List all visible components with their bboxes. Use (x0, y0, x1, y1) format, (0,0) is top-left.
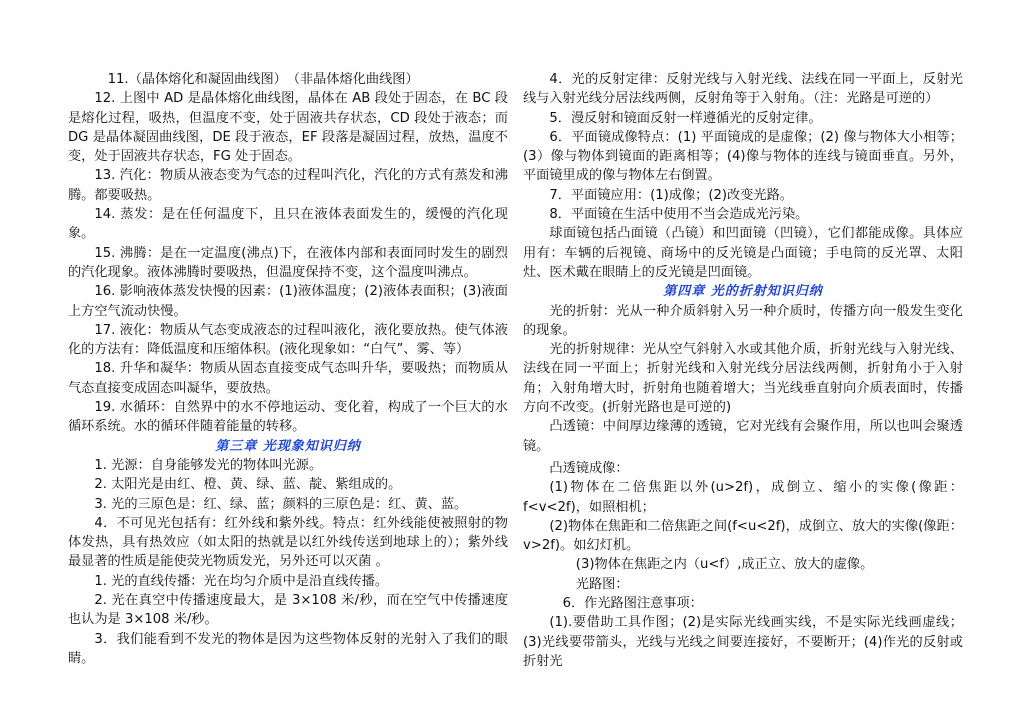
paragraph-16: 16. 影响液体蒸发快慢的因素：(1)液体温度；(2)液体表面积；(3)液面上方空气流动快慢。 (68, 284, 508, 319)
light-pollution-item: 8．平面镜在生活中使用不当会造成光污染。 (549, 207, 809, 223)
diffuse-reflection-item: 5．漫反射和镜面反射一样遵循光的反射定律。 (549, 110, 822, 126)
convex-lens-definition: 凸透镜：中间厚边缘薄的透镜，它对光线有会聚作用，所以也叫会聚透镜。 (523, 419, 963, 454)
light-speed-item: 2. 光在真空中传播速度最大，是 3×108 米/秒，而在空气中传播速度也认为是 3×108 米/秒。 (68, 593, 508, 628)
right-column (523, 70, 963, 671)
imaging-case-2: (2)物体在焦距和二倍焦距之间(f<u<2f)，成倒立、放大的实像(像距：v>2f)。如幻灯机。 (523, 518, 963, 554)
paragraph-12: 12. 上图中 AD 是晶体熔化曲线图，晶体在 AB 段处于固态，在 BC 段是熔化过程，吸热，但温度不变，处于固液共存状态，CD 段处于液态；而 DG 是晶体凝固曲线图，DE 段于液态，EF 段落是凝固过程，放热，温度不变，处于固液共存状态，FG 处于固态。 (68, 91, 508, 165)
refraction-definition: 光的折射：光从一种介质斜射入另一种介质时，传播方向一般发生变化的现象。 (523, 303, 963, 338)
straight-line-item: 1. 光的直线传播：光在均匀介质中是沿直线传播。 (94, 573, 389, 589)
chapter-4-heading: 第四章 光的折射知识归纳 (663, 284, 823, 300)
reflection-law-item: 4．光的反射定律：反射光线与入射光线、法线在同一平面上，反射光线与入射光线分居法线两侧，反射角等于入射角。（注：光路是可逆的） (523, 72, 963, 107)
sunlight-item: 2. 太阳光是由红、橙、黄、绿、蓝、靛、紫组成的。 (94, 477, 402, 493)
left-column (68, 70, 508, 668)
paragraph-15: 15. 沸腾：是在一定温度(沸点)下，在液体内部和表面同时发生的剧烈的汽化现象。液体沸腾时要吸热，但温度保持不变，这个温度叫沸点。 (68, 245, 508, 280)
paragraph-14: 14. 蒸发：是在任何温度下，且只在液体表面发生的，缓慢的汽化现象。 (68, 207, 508, 242)
light-source-item: 1. 光源：自身能够发光的物体叫光源。 (94, 457, 323, 473)
primary-colors-item: 3. 光的三原色是：红、绿、蓝；颜料的三原色是：红、黄、蓝。 (94, 496, 468, 512)
spherical-mirror-item: 球面镜包括凸面镜（凸镜）和凹面镜（凹镜），它们都能成像。具体应用有：车辆的后视镜、商场中的反光镜是凸面镜；手电筒的反光罩、太阳灶、医术戴在眼睛上的反光镜是凹面镜。 (523, 226, 963, 280)
paragraph-18: 18. 升华和凝华：物质从固态直接变成气态叫升华，要吸热；而物质从气态直接变成固态叫凝华，要放热。 (68, 361, 508, 396)
paragraph-11: 11.（晶体熔化和凝固曲线图） （非晶体熔化曲线图） (107, 72, 419, 87)
seeing-objects-item: 3．我们能看到不发光的物体是因为这些物体反射的光射入了我们的眼睛。 (68, 631, 508, 666)
ray-diagram-notes-title: 6．作光路图注意事项： (562, 596, 703, 612)
paragraph-13: 13. 汽化：物质从液态变为气态的过程叫汽化，汽化的方式有蒸发和沸腾。都要吸热。 (68, 168, 508, 203)
paragraph-19: 19. 水循环：自然界中的水不停地运动、变化着，构成了一个巨大的水循环系统。水的循环伴随着能量的转移。 (68, 400, 508, 435)
plane-mirror-features-item: 6．平面镜成像特点：(1) 平面镜成的是虚像；(2) 像与物体大小相等；(3）像与物体到镜面的距离相等；(4)像与物体的连线与镜面垂直。另外，平面镜里成的像与物体左右倒置。 (523, 129, 963, 184)
refraction-law: 光的折射规律：光从空气斜射入水或其他介质，折射光线与入射光线、法线在同一平面上；折射光线和入射光线分居法线两侧，折射角小于入射角；入射角增大时，折射角也随着增大；当光线垂直射向介质表面时，传播方向不改变。(折射光路也是可逆的) (523, 342, 963, 416)
ray-diagram-label: 光路图： (575, 576, 629, 592)
imaging-case-1: (1)物体在二倍焦距以外(u>2f)，成倒立、缩小的实像(像距：f<v<2f)，如照相机； (523, 480, 963, 515)
invisible-light-item: 4．不可见光包括有：红外线和紫外线。特点：红外线能使被照射的物体发热，具有热效应（如太阳的热就是以红外线传送到地球上的）；紫外线最显著的性质是能使荧光物质发光，另外还可以灭菌 。 (68, 515, 508, 570)
plane-mirror-use-item: 7．平面镜应用：(1)成像；(2)改变光路。 (549, 187, 793, 203)
imaging-case-3: (3)物体在焦距之内（u<f）,成正立、放大的虚像。 (575, 557, 874, 573)
paragraph-17: 17. 液化：物质从气态变成液态的过程叫液化，液化要放热。使气体液化的方法有：降低温度和压缩体积。(液化现象如：“白气”、雾、等） (68, 322, 508, 358)
convex-lens-imaging-title: 凸透镜成像： (549, 460, 629, 476)
chapter-3-heading: 第三章 光现象知识归纳 (215, 438, 361, 454)
ray-diagram-notes: (1).要借助工具作图；(2)是实际光线画实线，不是实际光线画虚线；(3)光线要带箭头，光线与光线之间要连接好，不要断开；(4)作光的反射或折射光 (523, 615, 963, 669)
